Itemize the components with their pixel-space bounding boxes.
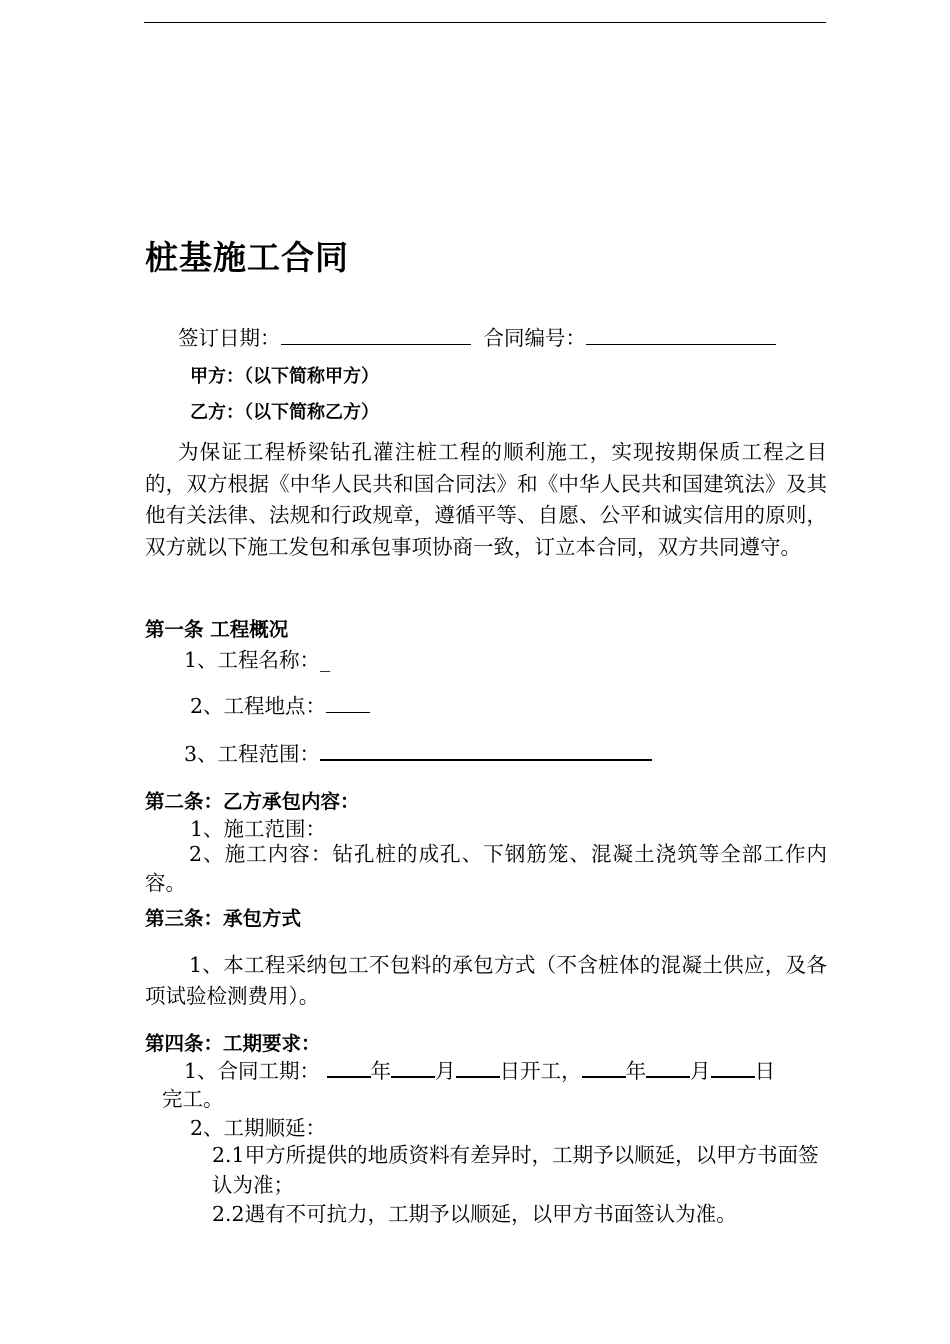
article4-item1-end: 完工。 — [162, 1087, 224, 1111]
article1-item2-label: 2、工程地点： — [190, 694, 327, 718]
sign-date-label: 签订日期： — [178, 326, 281, 350]
article3-item1: 1、本工程采纳包工不包料的承包方式（不含桩体的混凝土供应，及各项试验检测费用）。 — [145, 953, 827, 1008]
article1-item2 — [190, 690, 370, 722]
party-a-line — [190, 362, 379, 388]
contract-no-blank[interactable] — [586, 324, 776, 345]
header-rule — [144, 22, 826, 23]
month-label: 月 — [435, 1059, 456, 1083]
article1-heading: 第一条 工程概况 — [145, 618, 289, 641]
sign-info-line — [178, 322, 776, 354]
end-day-label: 日 — [754, 1059, 776, 1083]
start-day-label: 日开工， — [499, 1059, 582, 1083]
party-b-line — [190, 398, 379, 424]
contract-no-label: 合同编号： — [483, 326, 587, 350]
sign-date-blank[interactable] — [281, 324, 471, 345]
document-title: 桩基施工合同 — [145, 238, 349, 277]
article1-item1: 1、工程名称：_ — [184, 648, 331, 672]
article4-item2: 2、工期顺延： — [190, 1116, 327, 1140]
start-month-blank[interactable] — [391, 1056, 435, 1078]
article1-item3-label: 3、工程范围： — [184, 742, 321, 766]
article3-heading: 第三条：承包方式 — [145, 907, 302, 930]
article2-item1: 1、施工范围： — [190, 817, 327, 841]
end-day-blank[interactable] — [711, 1056, 755, 1078]
party-b-note: （以下简称乙方） — [244, 402, 379, 423]
article1-item3 — [184, 738, 652, 770]
month-label: 月 — [690, 1059, 711, 1083]
party-a-note: （以下简称甲方） — [244, 366, 379, 387]
article2-heading: 第二条：乙方承包内容： — [145, 790, 360, 813]
party-a-label: 甲方： — [190, 366, 244, 387]
article4-item1 — [184, 1055, 775, 1087]
end-year-blank[interactable] — [582, 1056, 626, 1078]
year-label: 年 — [370, 1059, 392, 1083]
project-scope-blank[interactable] — [320, 739, 652, 761]
end-month-blank[interactable] — [646, 1056, 690, 1078]
article4-item1-label: 1、合同工期： — [184, 1059, 321, 1083]
project-location-blank[interactable] — [326, 692, 370, 713]
year-label: 年 — [625, 1059, 647, 1083]
article4-item2-2: 2.2遇有不可抗力，工期予以顺延，以甲方书面签认为准。 — [212, 1202, 737, 1226]
article4-heading: 第四条：工期要求： — [145, 1032, 321, 1055]
article2-item2: 2、施工内容：钻孔桩的成孔、下钢筋笼、混凝土浇筑等全部工作内容。 — [145, 842, 827, 895]
start-year-blank[interactable] — [327, 1056, 371, 1078]
article4-item2-1: 2.1甲方所提供的地质资料有差异时，工期予以顺延，以甲方书面签认为准； — [212, 1143, 819, 1197]
party-b-label: 乙方： — [190, 402, 244, 423]
start-day-blank[interactable] — [456, 1056, 500, 1078]
preamble-paragraph: 为保证工程桥梁钻孔灌注桩工程的顺利施工，实现按期保质工程之目的，双方根据《中华人民共和国合同法》和《中华人民共和国建筑法》及其他有关法律、法规和行政规章，遵循平等、自愿、公平和诚实信用的原则，双方就以下施工发包和承包事项协商一致，订立本合同，双方共同遵守。 — [145, 440, 827, 559]
